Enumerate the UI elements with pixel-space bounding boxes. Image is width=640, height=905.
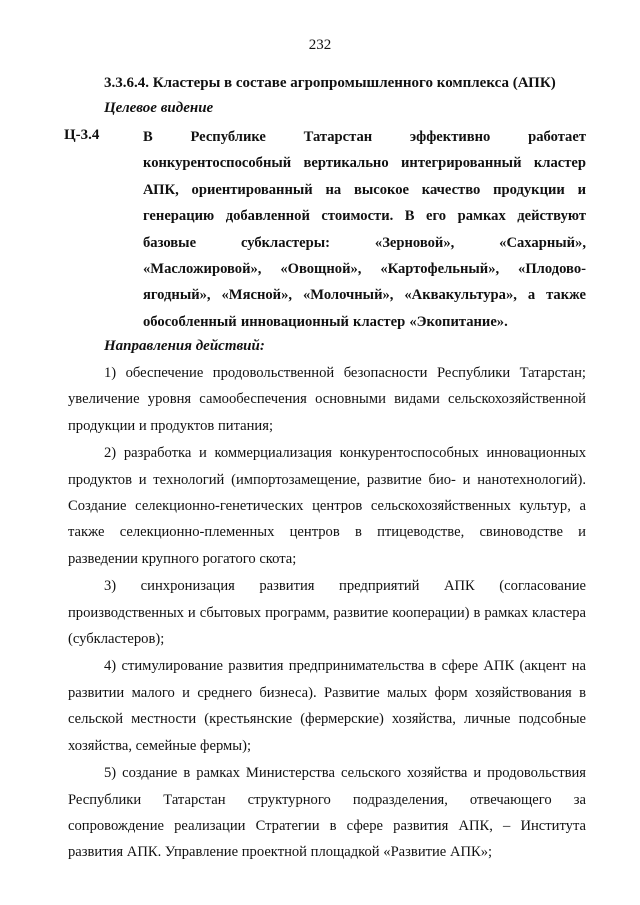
goal-text: В Республике Татарстан эффективно работает конкурентоспособный вертикально интегрированный кластер АПК, ориентированный на высокое качество продукции и генерацию добавленной стоимости. В его рамках действуют базовые субкластеры: «Зерновой», «Сахарный», «Масложировой», «Овощной», «Картофельный», «Плодово-ягодный», «Мясной», «Молочный», «Аквакультура», а также обособленный инновационный кластер «Экопитание».	[143, 129, 586, 330]
action-item: 3) синхронизация развития предприятий АПК (согласование производственных и сбытовых программ, развитие кооперации) в рамках кластера (субкластеров);	[68, 578, 586, 648]
goal-code: Ц-3.4	[64, 127, 100, 143]
action-directions-label: Направления действий:	[104, 338, 265, 354]
action-item: 4) стимулирование развития предпринимательства в сфере АПК (акцент на развитии малого и среднего бизнеса). Развитие малых форм хозяйствования в сельской местности (крестьянские (фермерские) хозяйства, личные подсобные хозяйства, семейные фермы);	[68, 658, 586, 754]
action-item: 1) обеспечение продовольственной безопасности Республики Татарстан; увеличение уровня самообеспечения основными видами сельскохозяйственной продукции и продуктов питания;	[68, 365, 586, 434]
action-item: 5) создание в рамках Министерства сельского хозяйства и продовольствия Республики Татарстан структурного подразделения, отвечающего за сопровождение реализации Стратегии в сфере развития АПК, – Института развития АПК. Управление проектной площадкой «Развитие АПК»;	[68, 765, 586, 861]
target-vision-label: Целевое видение	[104, 100, 214, 116]
action-item: 2) разработка и коммерциализация конкурентоспособных инновационных продуктов и технологий (импортозамещение, развитие био- и нанотехнологий). Создание селекционно-генетических центров сельскохозяйственных культур, а также селекционно-племенных центров в птицеводстве, свиноводстве и разведении крупного рогатого скота;	[68, 445, 586, 567]
action-directions-list	[68, 360, 586, 867]
section-heading: 3.3.6.4. Кластеры в составе агропромышленного комплекса (АПК)	[104, 75, 556, 91]
page-number: 232	[308, 37, 332, 53]
